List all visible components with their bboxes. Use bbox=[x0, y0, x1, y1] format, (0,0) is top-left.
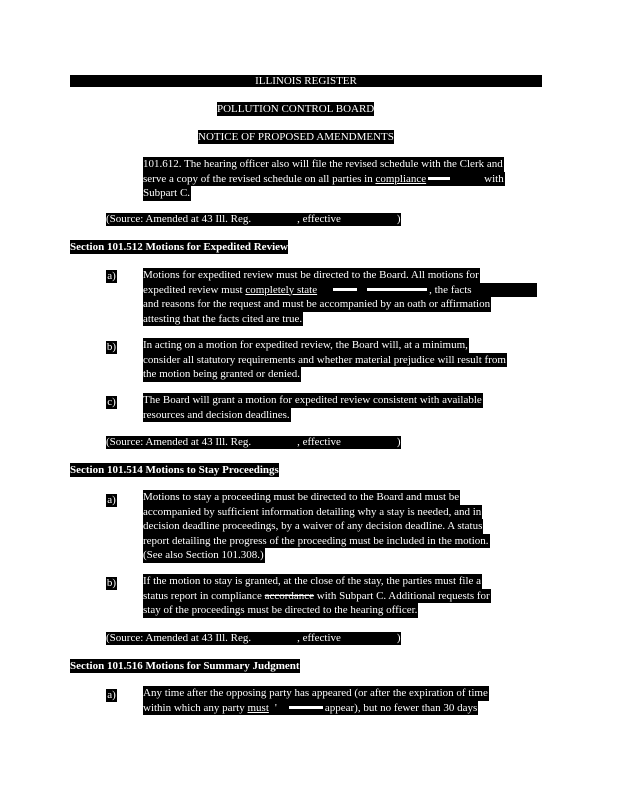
section-paragraph: If the motion to stay is granted, at the close of the stay, the parties must file a status report in compliance accordance with Subpart C. Additional requests for stay of the proceedings must be directed to the hearing officer. bbox=[143, 575, 490, 616]
intro-line-2: serve a copy of the revised schedule on all parties in compliance with bbox=[143, 172, 504, 185]
intro-line-1: 101.612. The hearing officer also will file the revised schedule with the Clerk and bbox=[143, 158, 503, 170]
section-paragraph: Motions to stay a proceeding must be directed to the Board and must be accompanied by sufficient information detailing why a stay is needed, and in decision deadline proceedings, by a waiver of any decision deadline. A status report detailing the progress of the proceeding must be included in the motion. (See also Section 101.308.) bbox=[143, 491, 489, 561]
item-marker: a) bbox=[107, 494, 116, 506]
item-marker: a) bbox=[107, 689, 116, 701]
section-title: Section 101.514 Motions to Stay Proceedings bbox=[70, 464, 279, 476]
board-header: POLLUTION CONTROL BOARD bbox=[217, 103, 375, 115]
intro-paragraph bbox=[143, 157, 505, 201]
notice-header: NOTICE OF PROPOSED AMENDMENTS bbox=[198, 131, 394, 143]
section-title: Section 101.516 Motions for Summary Judgment bbox=[70, 660, 300, 672]
section-paragraph: In acting on a motion for expedited review, the Board will, at a minimum, consider all statutory requirements and whether material prejudice will result from the motion being granted or denied. bbox=[143, 339, 506, 380]
intro-line-3: Subpart C. bbox=[143, 187, 191, 199]
item-marker: a) bbox=[107, 270, 116, 282]
section-paragraph: The Board will grant a motion for expedited review consistent with available resources and decision deadlines. bbox=[143, 394, 482, 421]
item-marker: c) bbox=[107, 396, 116, 408]
item-marker: b) bbox=[106, 341, 117, 353]
section-paragraph: Motions for expedited review must be directed to the Board. All motions for expedited review must completely state , the facts and reasons for the request and must be accompanied by an oath or affirmation attesting that the facts cited are true. bbox=[143, 268, 537, 326]
register-header: ILLINOIS REGISTER bbox=[70, 75, 542, 87]
item-marker: b) bbox=[106, 577, 117, 589]
source-note: (Source: Amended at 43 Ill. Reg. , effective ) bbox=[106, 436, 401, 448]
source-note: (Source: Amended at 43 Ill. Reg. , effective ) bbox=[106, 213, 401, 225]
source-note: (Source: Amended at 43 Ill. Reg. , effective ) bbox=[106, 632, 401, 644]
section-paragraph: Any time after the opposing party has appeared (or after the expiration of time within which any party must ' appear), but no fewer than 30 days bbox=[143, 687, 488, 714]
section-title: Section 101.512 Motions for Expedited Review bbox=[70, 241, 288, 253]
